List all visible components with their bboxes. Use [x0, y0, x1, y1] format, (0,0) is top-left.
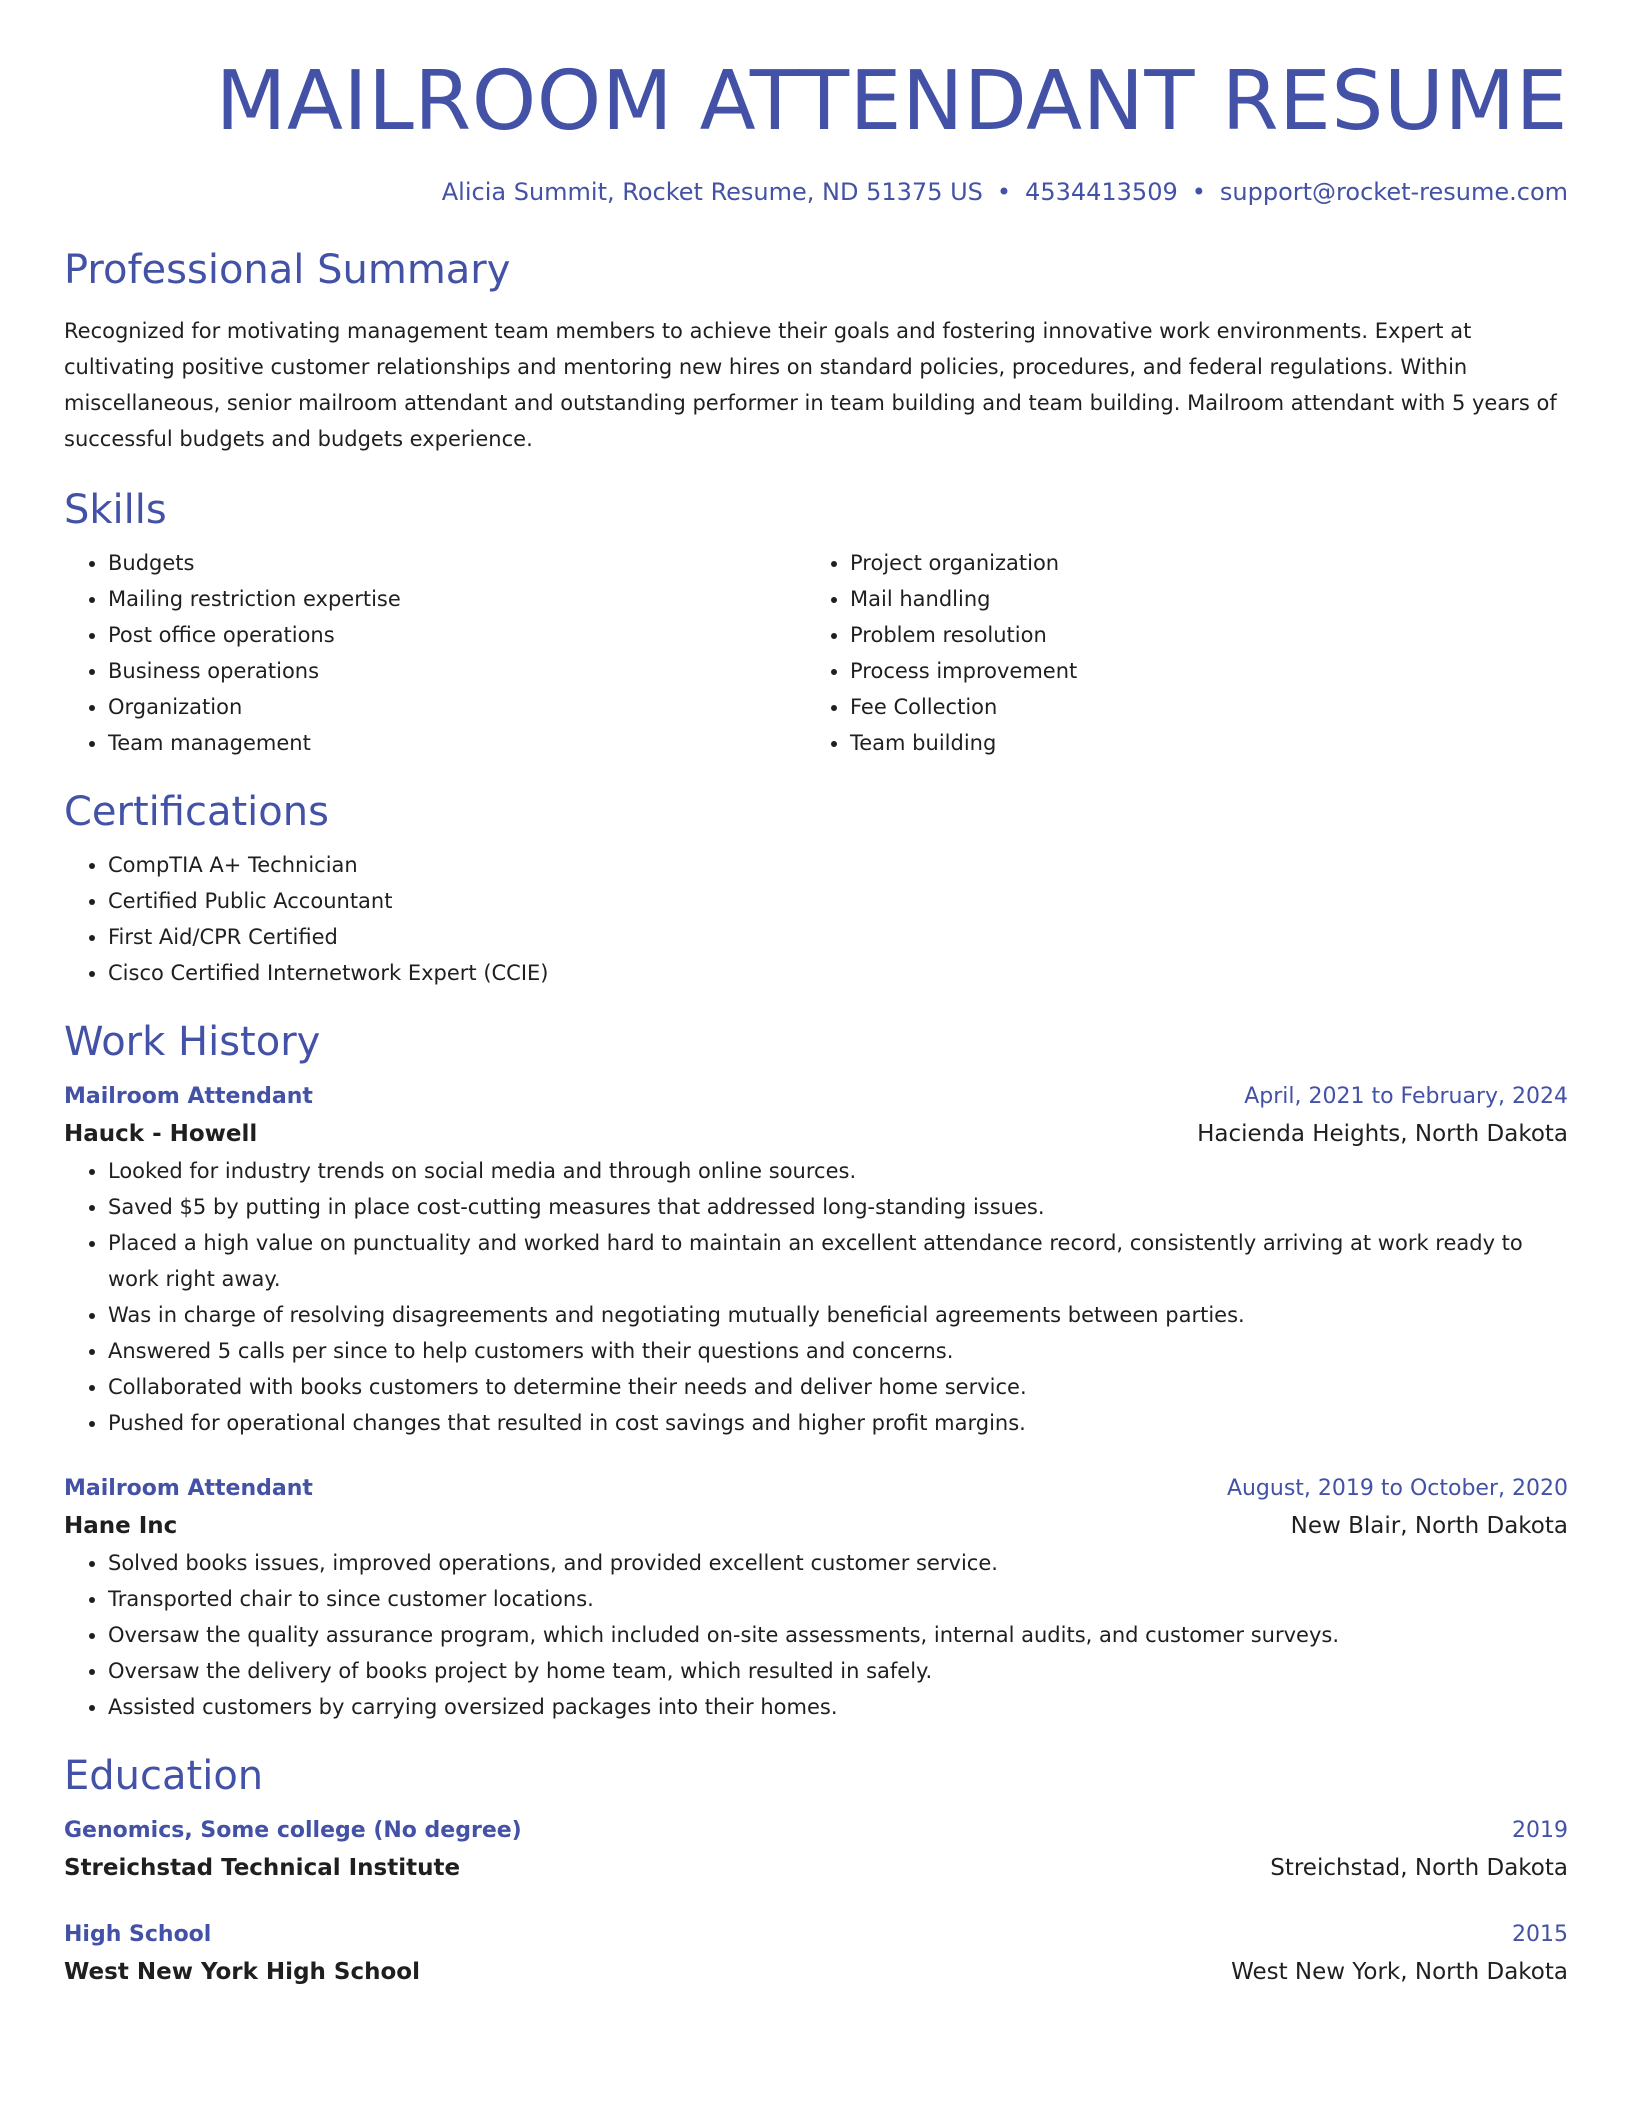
job-bullets — [64, 1545, 1568, 1725]
job-employer: Hauck - Howell — [64, 1121, 258, 1147]
education-section — [64, 1751, 1568, 1991]
skills-list-left — [64, 545, 806, 761]
certifications-section — [64, 787, 1568, 991]
job-header-row — [64, 1471, 1568, 1507]
job-bullet: • Placed a high value on punctuality and worked hard to maintain an excellent attendance record, consistently arriving at work ready to work right away. — [108, 1225, 1568, 1297]
education-year: 2015 — [1512, 1922, 1568, 1947]
education-location: Streichstad, North Dakota — [1270, 1855, 1568, 1881]
skill-item: • Team building — [850, 725, 1548, 761]
job-header-row — [64, 1079, 1568, 1115]
job-bullet: • Was in charge of resolving disagreements and negotiating mutually beneficial agreements between parties. — [108, 1297, 1568, 1333]
contact-line — [64, 177, 1568, 207]
education-school: West New York High School — [64, 1959, 420, 1985]
skill-item: • Project organization — [850, 545, 1548, 581]
skills-grid — [64, 545, 1568, 761]
contact-email: support@rocket-resume.com — [1219, 178, 1568, 206]
summary-heading: Professional Summary — [64, 247, 511, 293]
certification-item: • CompTIA A+ Technician — [108, 847, 1568, 883]
job-title: Mailroom Attendant — [64, 1084, 313, 1109]
work-history-section — [64, 1017, 1568, 1725]
education-year: 2019 — [1512, 1818, 1568, 1843]
education-school: Streichstad Technical Institute — [64, 1855, 461, 1881]
skill-item: • Budgets — [108, 545, 806, 581]
contact-address: Alicia Summit, Rocket Resume, ND 51375 US — [441, 178, 983, 206]
job-bullet: • Oversaw the quality assurance program, which included on-site assessments, internal audits, and customer surveys. — [108, 1617, 1568, 1653]
skills-heading: Skills — [64, 487, 167, 533]
job-location: New Blair, North Dakota — [1290, 1513, 1568, 1539]
summary-text: Recognized for motivating management team members to achieve their goals and fostering innovative work environments. Expert at cultivating positive customer relationships and mentoring new hires on standard policies, procedures, and federal regulations. Within miscellaneous, senior mailroom attendant and outstanding performer in team building and team building. Mailroom attendant with 5 years of successful budgets and budgets experience. — [64, 319, 1557, 451]
skills-column-right — [806, 545, 1548, 761]
skill-item: • Problem resolution — [850, 617, 1548, 653]
education-degree: Genomics, Some college (No degree) — [64, 1818, 522, 1843]
education-entry — [64, 1813, 1568, 1887]
job-dates: April, 2021 to February, 2024 — [1244, 1084, 1568, 1109]
certifications-heading: Certifications — [64, 789, 329, 835]
job-bullet: • Collaborated with books customers to determine their needs and deliver home service. — [108, 1369, 1568, 1405]
education-heading: Education — [64, 1753, 264, 1799]
job-bullet: • Looked for industry trends on social media and through online sources. — [108, 1153, 1568, 1189]
job-bullet: • Saved $5 by putting in place cost-cutting measures that addressed long-standing issues. — [108, 1189, 1568, 1225]
education-degree: High School — [64, 1922, 212, 1947]
education-header-row — [64, 1813, 1568, 1849]
skills-column-left — [64, 545, 806, 761]
job-bullet: • Solved books issues, improved operations, and provided excellent customer service. — [108, 1545, 1568, 1581]
skill-item: • Team management — [108, 725, 806, 761]
skills-section — [64, 485, 1568, 761]
education-school-row — [64, 1849, 1568, 1887]
job-bullet: • Pushed for operational changes that resulted in cost savings and higher profit margins. — [108, 1405, 1568, 1441]
job-entry — [64, 1471, 1568, 1725]
resume-page — [64, 0, 1568, 1991]
skill-item: • Business operations — [108, 653, 806, 689]
contact-phone: 4534413509 — [1025, 178, 1178, 206]
education-school-row — [64, 1953, 1568, 1991]
skill-item: • Mailing restriction expertise — [108, 581, 806, 617]
skill-item: • Process improvement — [850, 653, 1548, 689]
job-dates: August, 2019 to October, 2020 — [1226, 1476, 1568, 1501]
job-bullet: • Answered 5 calls per since to help customers with their questions and concerns. — [108, 1333, 1568, 1369]
skill-item: • Organization — [108, 689, 806, 725]
skills-list-right — [806, 545, 1548, 761]
contact-separator: • — [996, 178, 1012, 206]
job-entry — [64, 1079, 1568, 1441]
summary-section — [64, 245, 1568, 457]
job-employer-row — [64, 1507, 1568, 1545]
work-history-heading: Work History — [64, 1019, 321, 1065]
job-title: Mailroom Attendant — [64, 1476, 313, 1501]
job-employer-row — [64, 1115, 1568, 1153]
contact-separator: • — [1191, 178, 1206, 206]
education-header-row — [64, 1917, 1568, 1953]
job-employer: Hane Inc — [64, 1513, 178, 1539]
skill-item: • Mail handling — [850, 581, 1548, 617]
job-bullet: • Oversaw the delivery of books project by home team, which resulted in safely. — [108, 1653, 1568, 1689]
education-location: West New York, North Dakota — [1231, 1959, 1568, 1985]
resume-title: MAILROOM ATTENDANT RESUME — [215, 54, 1568, 149]
certification-item: • First Aid/CPR Certified — [108, 919, 1568, 955]
skill-item: • Post office operations — [108, 617, 806, 653]
skill-item: • Fee Collection — [850, 689, 1548, 725]
job-bullet: • Transported chair to since customer locations. — [108, 1581, 1568, 1617]
certification-item: • Certified Public Accountant — [108, 883, 1568, 919]
certifications-list — [64, 847, 1568, 991]
education-entry — [64, 1917, 1568, 1991]
job-location: Hacienda Heights, North Dakota — [1197, 1121, 1568, 1147]
job-bullets — [64, 1153, 1568, 1441]
job-bullet: • Assisted customers by carrying oversized packages into their homes. — [108, 1689, 1568, 1725]
certification-item: • Cisco Certified Internetwork Expert (CCIE) — [108, 955, 1568, 991]
